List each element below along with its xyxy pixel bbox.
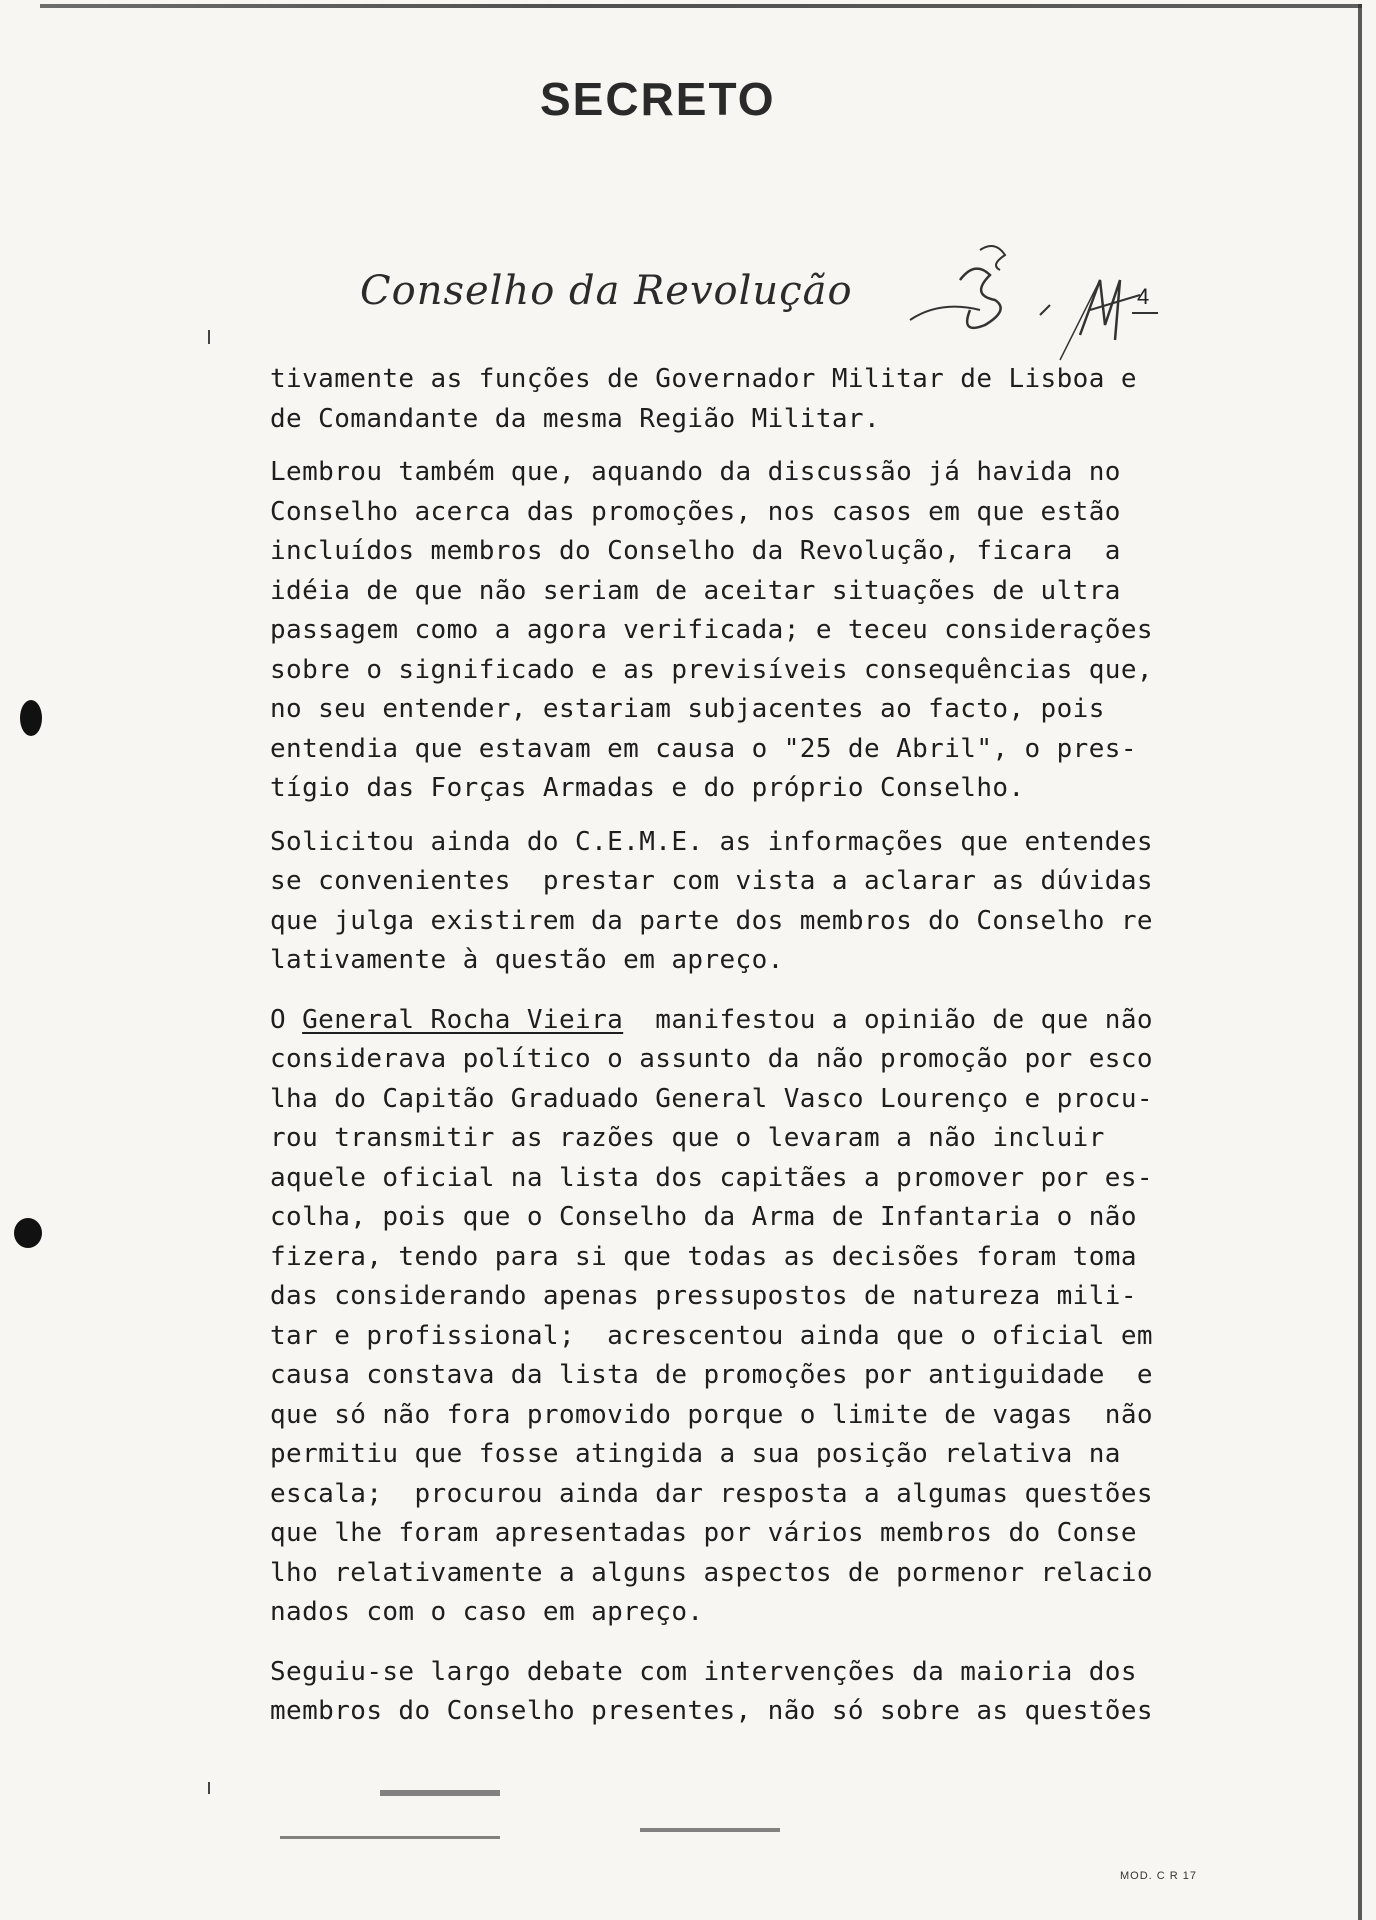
text-line: causa constava da lista de promoções por antiguidade e xyxy=(270,1360,1153,1390)
text-line: lha do Capitão Graduado General Vasco Lourenço e procu- xyxy=(270,1083,1153,1114)
text-line: lativamente à questão em apreço. xyxy=(270,945,784,975)
text-line: tígio das Forças Armadas e do próprio Conselho. xyxy=(270,773,1025,803)
text-line: rou transmitir as razões que o levaram a não incluir xyxy=(270,1123,1105,1153)
margin-ink-blot xyxy=(14,1218,42,1248)
text-line: nados com o caso em apreço. xyxy=(270,1597,704,1627)
text-line: considerava político o assunto da não promoção por esco xyxy=(270,1044,1153,1074)
letterhead-title: Conselho da Revolução xyxy=(360,268,853,314)
speaker-prefix: O xyxy=(270,1004,303,1035)
scan-top-edge xyxy=(40,4,1362,8)
speaker-name: General Rocha Vieira xyxy=(302,1004,624,1035)
form-code: MOD. C R 17 xyxy=(1120,1870,1198,1882)
text-line: passagem como a agora verificada; e teceu considerações xyxy=(270,615,1153,645)
scan-smudge xyxy=(280,1836,500,1839)
speaker-line-rest: manifestou a opinião de que não xyxy=(623,1004,1153,1035)
text-line: Conselho acerca das promoções, nos casos em que estão xyxy=(270,496,1121,527)
paragraph-1 xyxy=(270,360,1290,439)
text-line: que julga existirem da parte dos membros do Conselho re xyxy=(270,905,1153,936)
text-line: que lhe foram apresentadas por vários membros do Conse xyxy=(270,1518,1137,1548)
text-line: Lembrou também que, aquando da discussão já havida no xyxy=(270,457,1121,487)
scan-right-edge xyxy=(1358,4,1362,1920)
paragraph-2 xyxy=(270,453,1290,809)
text-line: sobre o significado e as previsíveis consequências que, xyxy=(270,654,1153,685)
text-line: idéia de que não seriam de aceitar situações de ultra xyxy=(270,575,1121,606)
paragraph-5 xyxy=(270,1653,1290,1732)
margin-mark xyxy=(208,1782,210,1794)
text-line xyxy=(270,1001,1290,1041)
body-text xyxy=(270,360,1290,1746)
scan-smudge xyxy=(380,1790,500,1796)
text-line: no seu entender, estariam subjacentes ao facto, pois xyxy=(270,694,1105,724)
text-line: Seguiu-se largo debate com intervenções da maioria dos xyxy=(270,1656,1137,1687)
text-line: fizera, tendo para si que todas as decisões foram toma xyxy=(270,1241,1137,1272)
text-line: Solicitou ainda do C.E.M.E. as informações que entendes xyxy=(270,826,1153,857)
paragraph-4 xyxy=(270,1001,1290,1633)
text-line: colha, pois que o Conselho da Arma de Infantaria o não xyxy=(270,1202,1137,1232)
text-line: lho relativamente a alguns aspectos de pormenor relacio xyxy=(270,1557,1153,1588)
text-line: tar e profissional; acrescentou ainda que o oficial em xyxy=(270,1320,1153,1351)
scan-smudge xyxy=(640,1828,780,1832)
margin-mark xyxy=(208,330,210,344)
text-line: entendia que estavam em causa o "25 de Abril", o pres- xyxy=(270,733,1137,764)
text-line: se convenientes prestar com vista a aclarar as dúvidas xyxy=(270,866,1153,896)
classification-stamp: SECRETO xyxy=(540,73,776,125)
text-line: membros do Conselho presentes, não só sobre as questões xyxy=(270,1696,1153,1726)
text-line: tivamente as funções de Governador Militar de Lisboa e xyxy=(270,364,1137,394)
text-line: permitiu que fosse atingida a sua posição relativa na xyxy=(270,1439,1121,1469)
paragraph-3 xyxy=(270,823,1290,981)
text-line: aquele oficial na lista dos capitães a promover por es- xyxy=(270,1162,1153,1193)
page-number-underline xyxy=(1132,312,1158,314)
page-number: 4 xyxy=(1137,284,1150,309)
text-line: incluídos membros do Conselho da Revolução, ficara a xyxy=(270,536,1121,566)
margin-ink-blot xyxy=(20,700,42,736)
text-line: que só não fora promovido porque o limite de vagas não xyxy=(270,1399,1153,1430)
text-line: de Comandante da mesma Região Militar. xyxy=(270,403,881,434)
text-line: das considerando apenas pressupostos de natureza mili- xyxy=(270,1281,1137,1311)
text-line: escala; procurou ainda dar resposta a algumas questões xyxy=(270,1478,1153,1509)
